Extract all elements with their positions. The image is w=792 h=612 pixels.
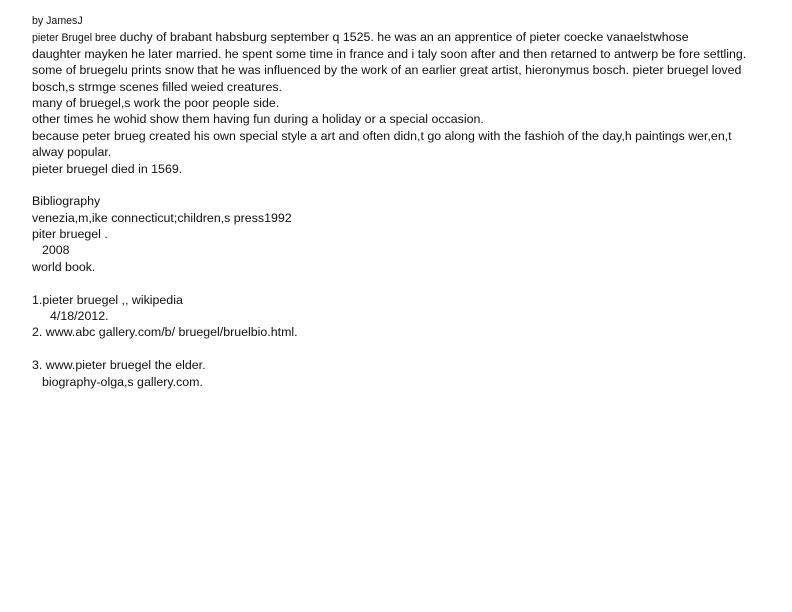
body-line: other times he wohid show them having fun during a holiday or a special occasion. <box>32 112 484 127</box>
body-line: duchy of brabant habsburg september q 1525. he was an an apprentice of pieter coecke vanaelstwhose <box>116 30 689 45</box>
bibliography-entry: 2008 <box>42 243 70 258</box>
web-source: 2. www.abc gallery.com/b/ bruegel/bruelbio.html. <box>32 325 298 340</box>
body-line: many of bruegel,s work the poor people side. <box>32 95 280 110</box>
author-line: by JamesJ <box>32 15 83 27</box>
document-content <box>32 13 787 390</box>
bibliography-entry: venezia,m,ike connecticut;children,s press1992 <box>32 210 292 225</box>
body-line: daughter mayken he later married. he spent some time in france and i taly soon after and then retarned to antwerp be fore settling. <box>32 46 747 61</box>
bibliography-entry: piter bruegel . <box>32 227 108 242</box>
intro-prefix: pieter Brugel bree <box>32 32 117 45</box>
web-source: 1.pieter bruegel ,, wikipedia <box>32 292 183 307</box>
web-source-date: 4/18/2012. <box>50 309 109 324</box>
blank-line <box>32 341 787 357</box>
body-line: bosch,s strmge scenes filled weied creatures. <box>32 79 282 94</box>
blank-line <box>32 177 787 193</box>
web-source: 3. www.pieter bruegel the elder. <box>32 358 206 373</box>
web-source: biography-olga,s gallery.com. <box>42 374 203 389</box>
bibliography-heading: Bibliography <box>32 194 101 209</box>
body-line: pieter bruegel died in 1569. <box>32 161 183 176</box>
body-line: because peter brueg created his own special style a art and often didn,t go along with the fashioh of the day,h paintings wer,en,t <box>32 128 732 143</box>
bibliography-entry: world book. <box>32 259 96 274</box>
intro-line <box>32 29 787 45</box>
blank-line <box>32 275 787 291</box>
body-line: some of bruegelu prints snow that he was influenced by the work of an earlier great artist, hieronymus bosch. pieter bruegel loved <box>32 63 742 78</box>
body-line: alway popular. <box>32 145 112 160</box>
